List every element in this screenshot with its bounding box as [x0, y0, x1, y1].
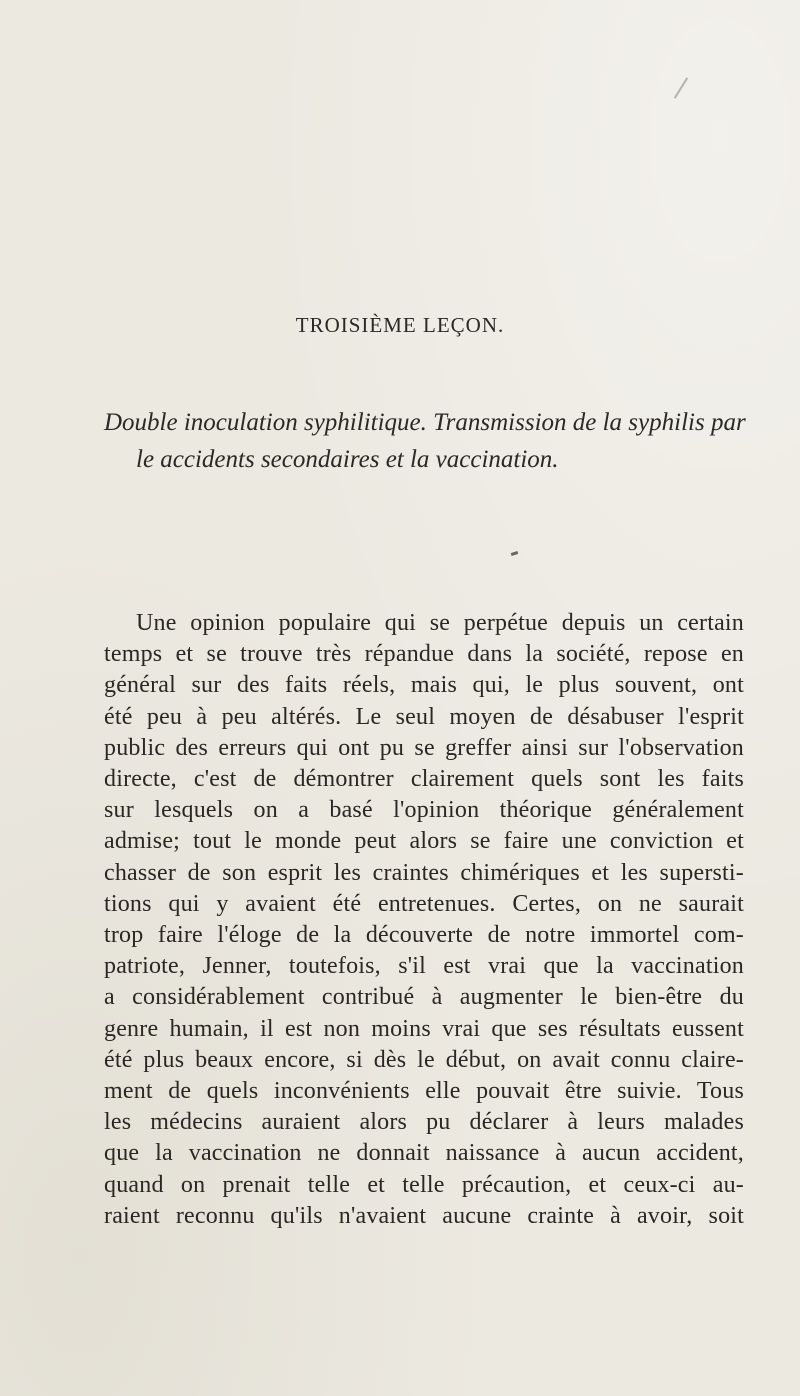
- separator-mark: [511, 551, 519, 556]
- text-line: été plus beaux encore, si dès le début, on avait connu claire-: [104, 1046, 744, 1073]
- text-line: public des erreurs qui ont pu se greffer ainsi sur l'observation: [104, 734, 744, 761]
- body-paragraph: [104, 608, 744, 1232]
- text-line: chasser de son esprit les craintes chimériques et les supersti-: [104, 859, 744, 886]
- text-line: sur lesquels on a basé l'opinion théorique généralement: [104, 797, 744, 824]
- paper-mark: [674, 77, 688, 98]
- summary-line: le accidents secondaires et la vaccination.: [136, 446, 559, 473]
- text-line: temps et se trouve très répandue dans la société, repose en: [104, 641, 744, 668]
- text-line: ment de quels inconvénients elle pouvait être suivie. Tous: [104, 1078, 744, 1105]
- text-line: été peu à peu altérés. Le seul moyen de désabuser l'esprit: [104, 703, 744, 730]
- text-line: que la vaccination ne donnait naissance à aucun accident,: [104, 1140, 744, 1167]
- chapter-summary: [104, 404, 744, 478]
- text-line: général sur des faits réels, mais qui, le plus souvent, ont: [104, 672, 744, 699]
- text-line: a considérablement contribué à augmenter le bien-être du: [104, 984, 744, 1011]
- text-line: quand on prenait telle et telle précaution, et ceux-ci au-: [104, 1171, 744, 1198]
- text-line: directe, c'est de démontrer clairement quels sont les faits: [104, 766, 744, 793]
- text-line: patriote, Jenner, toutefois, s'il est vrai que la vaccination: [104, 953, 744, 980]
- text-line: trop faire l'éloge de la découverte de notre immortel com-: [104, 922, 744, 949]
- text-line: genre humain, il est non moins vrai que ses résultats eussent: [104, 1015, 744, 1042]
- text-line: admise; tout le monde peut alors se faire une conviction et: [104, 828, 744, 855]
- text-line: raient reconnu qu'ils n'avaient aucune crainte à avoir, soit: [104, 1202, 744, 1229]
- text-line: tions qui y avaient été entretenues. Certes, on ne saurait: [104, 890, 744, 917]
- summary-line: Double inoculation syphilitique. Transmission de la syphilis par: [104, 409, 746, 436]
- text-line: les médecins auraient alors pu déclarer à leurs malades: [104, 1109, 744, 1136]
- text-line: Une opinion populaire qui se perpétue depuis un certain: [136, 610, 744, 636]
- chapter-heading: TROISIÈME LEÇON.: [295, 313, 505, 337]
